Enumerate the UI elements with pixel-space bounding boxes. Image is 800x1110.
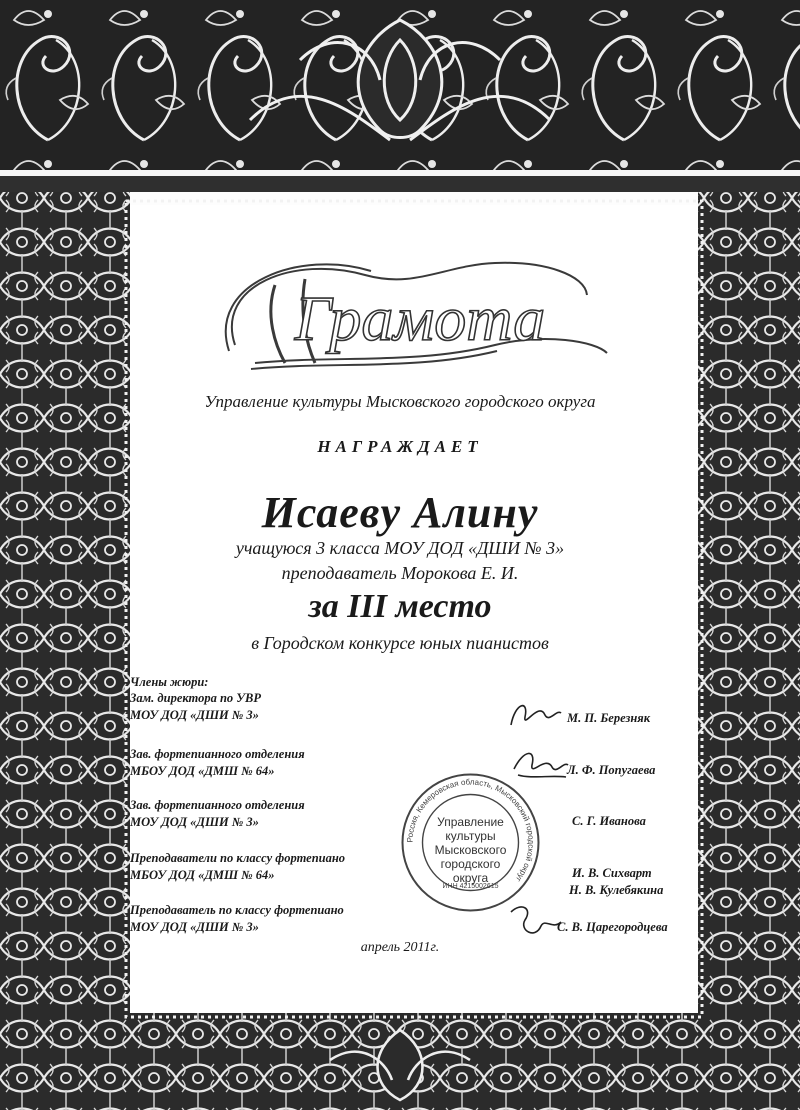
jury-role-line: Зав. фортепианного отделения — [130, 747, 305, 761]
jury-member-5-role — [130, 902, 344, 936]
jury-role-line: Зам. директора по УВР — [130, 691, 261, 705]
jury-signer-name: М. П. Березняк — [567, 711, 651, 725]
jury-role-line: Зав. фортепианного отделения — [130, 798, 305, 812]
stamp-inn: ИНН 4215002615 — [442, 883, 499, 890]
title-calligraphy — [215, 245, 615, 385]
jury-role-line: Преподаватели по классу фортепиано — [130, 851, 346, 865]
jury-member-1-role — [130, 690, 261, 724]
jury-member-2-role — [130, 746, 305, 780]
jury-signer-name: С. В. Царегородцева — [557, 920, 668, 934]
signature-1 — [505, 695, 565, 735]
jury-member-3-role — [130, 797, 305, 831]
title-text: Грамота — [294, 283, 546, 354]
stamp-line: Управление — [437, 815, 504, 829]
stamp-line: округа — [452, 871, 489, 885]
stamp-line: Мысковского — [434, 843, 507, 857]
jury-signer-name: Л. Ф. Попугаева — [567, 763, 656, 777]
jury-org-line: МОУ ДОД «ДШИ № 3» — [130, 815, 259, 829]
teacher-line: преподаватель Морокова Е. И. — [281, 563, 519, 583]
issue-date: апрель 2011г. — [360, 940, 440, 955]
place-line: за III место — [308, 588, 492, 625]
jury-role-line: Преподаватель по классу фортепиано — [130, 903, 344, 917]
issuer-line: Управление культуры Мысковского городского округа — [204, 392, 596, 411]
jury-signer-name: С. Г. Иванова — [572, 814, 646, 828]
jury-org-line: МОУ ДОД «ДШИ № 3» — [130, 920, 259, 934]
jury-heading: Члены жюри: — [130, 675, 209, 689]
stamp-line: городского — [440, 857, 501, 871]
jury-member-4-role — [130, 850, 345, 884]
jury-signer-name: Н. В. Кулебякина — [569, 883, 664, 897]
contest-line: в Городском конкурсе юных пианистов — [251, 633, 549, 653]
awards-heading: НАГРАЖДАЕТ — [317, 437, 483, 456]
stamp-line: культуры — [445, 829, 496, 843]
jury-org-line: МБОУ ДОД «ДМШ № 64» — [130, 868, 275, 882]
recipient-name: Исаеву Алину — [261, 488, 539, 537]
student-line: учащуюся 3 класса МОУ ДОД «ДШИ № 3» — [235, 538, 565, 558]
jury-signer-name: И. В. Сихварт — [572, 866, 652, 880]
stamp-ring-text: Россия, Кемеровская область, Мысковский городской округ — [405, 777, 536, 884]
stamp-center-text — [398, 815, 543, 885]
jury-org-line: МБОУ ДОД «ДМШ № 64» — [130, 764, 275, 778]
jury-org-line: МОУ ДОД «ДШИ № 3» — [130, 708, 259, 722]
